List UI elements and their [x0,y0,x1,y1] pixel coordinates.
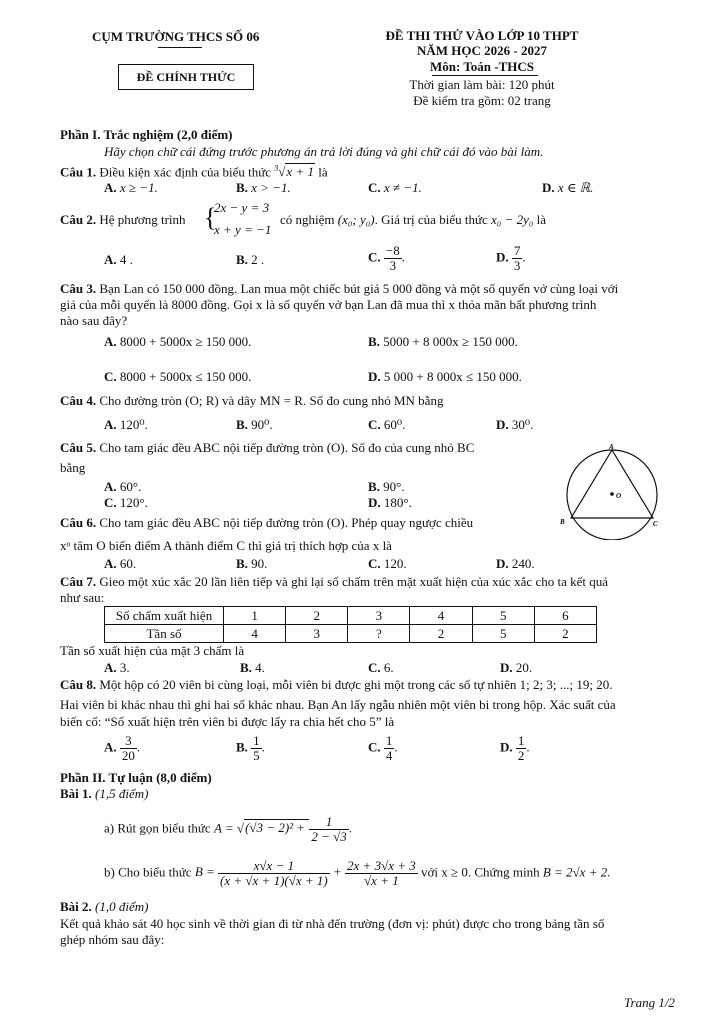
bai1-a-frac: $\frac{1}{2 - √3}$ [311,814,347,844]
q7-stem2: như sau: [60,590,105,605]
q2-option-d: D. $\frac{7}{3}$ . [496,243,526,273]
circle-triangle-figure [548,440,678,540]
q3-line3: nào sau đây? [60,313,128,328]
bai2-line1: Kết quả khảo sát 40 học sinh về thời gian đi từ nhà đến trường (đơn vị: phút) được cho trong bảng tần số [60,916,605,931]
q8-option-c: C. $\frac{1}{4}$ . [368,733,398,763]
q5-option-c: C. 120°. [104,495,148,510]
q1-expr: $^3$√x + 1 [274,164,314,180]
bai1-header: Bài 1. (1,5 điểm) [60,786,149,801]
q1-option-c: C. x ≠ −1. [368,180,422,195]
q1-label: Câu 1. [60,164,97,180]
q4-option-b: B. 90⁰. [236,417,273,432]
q4-option-d: D. 30⁰. [496,417,534,432]
q1-tail: là [318,164,328,180]
q4-option-a: A. 120⁰. [104,417,148,432]
q2-eq2: x + y = −1 [214,222,272,237]
label-a: A [609,443,614,451]
q3-option-a: A. 8000 + 5000x ≥ 150 000. [104,334,252,349]
label-b: B [560,518,565,526]
q7-question: Tần số xuất hiện của mặt 3 chấm là [60,643,245,658]
exam-time: Thời gian làm bài: 120 phút [409,77,555,92]
q4-option-c: C. 60⁰. [368,417,406,432]
bai1-b-expr: B = $\frac{x√x - 1}{(x + √x + 1)(√x + 1)}$ + $\frac{2x + 3√x + 3}{√x + 1}$ [194,858,416,888]
q5-stem: Câu 5. Cho tam giác đều ABC nội tiếp đường tròn (O). Số đo của cung nhỏ BC [60,440,475,455]
q3-line1: Câu 3. Bạn Lan có 150 000 đồng. Lan mua một chiếc bút giá 5 000 đồng và một số quyển vở cùng loại với [60,281,619,296]
q5-option-b: B. 90°. [368,479,405,494]
q8-line2: Hai viên bi khác nhau thì ghi hai số khác nhau. Bạn An lấy ngẫu nhiên một viên bi trong hộp. Xác suất của [60,697,616,712]
q6-stem2: xᵒ tâm O biến điểm A thành điểm C thì giá trị thích hợp của x là [60,538,392,553]
q6-option-d: D. 240. [496,556,535,571]
q7-stem: Câu 7. Gieo một xúc xắc 20 lần liên tiếp và ghi lại số chấm trên mặt xuất hiện của xúc xắc cho ta kết quả [60,574,609,589]
q2-eq1: 2x − y = 3 [214,200,270,215]
part1-instruction: Hãy chọn chữ cái đứng trước phương án trả lời đúng và ghi chữ cái đó vào bài làm. [104,144,544,159]
question-1 [60,161,328,180]
q3-option-b: B. 5000 + 8 000x ≥ 150 000. [368,334,518,349]
bai1-a: a) Rút gọn biểu thức A = √(√3 − 2)² + $\frac{1}{2 - √3}$ . [104,814,352,844]
q5-option-d: D. 180°. [368,495,412,510]
bai1-b: b) Cho biểu thức B = $\frac{x√x - 1}{(x + √x + 1)(√x + 1)}$ + $\frac{2x + 3√x + 3}{√x + 1}$ với x ≥ 0. Chứng minh B = 2√x + 2. [104,858,611,888]
q2-option-a: A. 4 . [104,252,133,267]
q6-option-c: C. 120. [368,556,407,571]
q2-option-b: B. 2 . [236,252,265,267]
official-label: ĐỀ CHÍNH THỨC [136,70,236,84]
q7-option-b: B. 4. [240,660,265,675]
q2-stem-start: Câu 2. Hệ phương trình [60,212,186,227]
subject-underline [432,75,538,76]
bai2-header: Bài 2. (1,0 điểm) [60,899,149,914]
q1-option-a: A. x ≥ −1. [104,180,158,195]
q2-option-c: C. $\frac{-8}{3}$ . [368,243,405,273]
q5-stem2: bằng [60,460,86,475]
q3-line2: giá của mỗi quyển là 8000 đồng. Gọi x là số quyển vở bạn Lan đã mua thì x thỏa mãn bất phương trình [60,297,597,312]
label-o: O [616,492,622,500]
q2-stem-end: có nghiệm (x₀; y₀). Giá trị của biểu thức x₀ − 2y₀ là [280,212,547,227]
exam-year: NĂM HỌC 2026 - 2027 [417,43,547,58]
table-row: Số chấm xuất hiện 1 2 3 4 5 6 [105,607,597,625]
bai1-a-expr: A = √(√3 − 2)² + [213,820,309,836]
q8-option-b: B. $\frac{1}{5}$ . [236,733,265,763]
q6-stem: Câu 6. Cho tam giác đều ABC nội tiếp đường tròn (O). Phép quay ngược chiều [60,515,474,530]
q8-option-a: A. $\frac{3}{20}$ . [104,733,141,763]
center-point [610,492,614,496]
frequency-table [104,606,597,643]
page-number: Trang 1/2 [624,995,675,1010]
label-c: C [653,520,658,528]
q6-option-a: A. 60. [104,556,137,571]
table-row: Tần số 4 3 ? 2 5 2 [105,625,597,643]
q7-option-c: C. 6. [368,660,394,675]
part1-title: Phần I. Trắc nghiệm (2,0 điểm) [60,127,233,142]
part2-title: Phần II. Tự luận (8,0 điểm) [60,770,212,785]
exam-subject: Môn: Toán -THCS [429,59,535,74]
q2-brace: { [204,203,217,232]
q7-option-a: A. 3. [104,660,130,675]
q8-line1: Câu 8. Một hộp có 20 viên bi cùng loại, mỗi viên bi được ghi một trong các số tự nhiên 1; 2; 3; ...; 19; 20. [60,677,613,692]
exam-title: ĐỀ THI THỬ VÀO LỚP 10 THPT [385,28,579,43]
header-divider [158,47,202,48]
q6-option-b: B. 90. [236,556,268,571]
q3-option-d: D. 5 000 + 8 000x ≤ 150 000. [368,369,522,384]
q1-option-b: B. x > −1. [236,180,291,195]
q5-option-a: A. 60°. [104,479,142,494]
q7-option-d: D. 20. [500,660,533,675]
q8-line3: biến cố: “Số xuất hiện trên viên bi được lấy ra chia hết cho 5” là [60,714,395,729]
q1-option-d: D. x ∈ ℝ. [542,180,594,195]
exam-pages: Đề kiểm tra gồm: 02 trang [413,93,551,108]
bai2-line2: ghép nhóm sau đây: [60,932,165,947]
q4-stem: Câu 4. Cho đường tròn (O; R) và dây MN = R. Số đo cung nhỏ MN bằng [60,393,444,408]
q1-text: Điều kiện xác định của biểu thức [99,164,272,180]
school-name: CỤM TRƯỜNG THCS SỐ 06 [92,29,260,44]
q8-option-d: D. $\frac{1}{2}$ . [500,733,530,763]
q3-option-c: C. 8000 + 5000x ≤ 150 000. [104,369,252,384]
